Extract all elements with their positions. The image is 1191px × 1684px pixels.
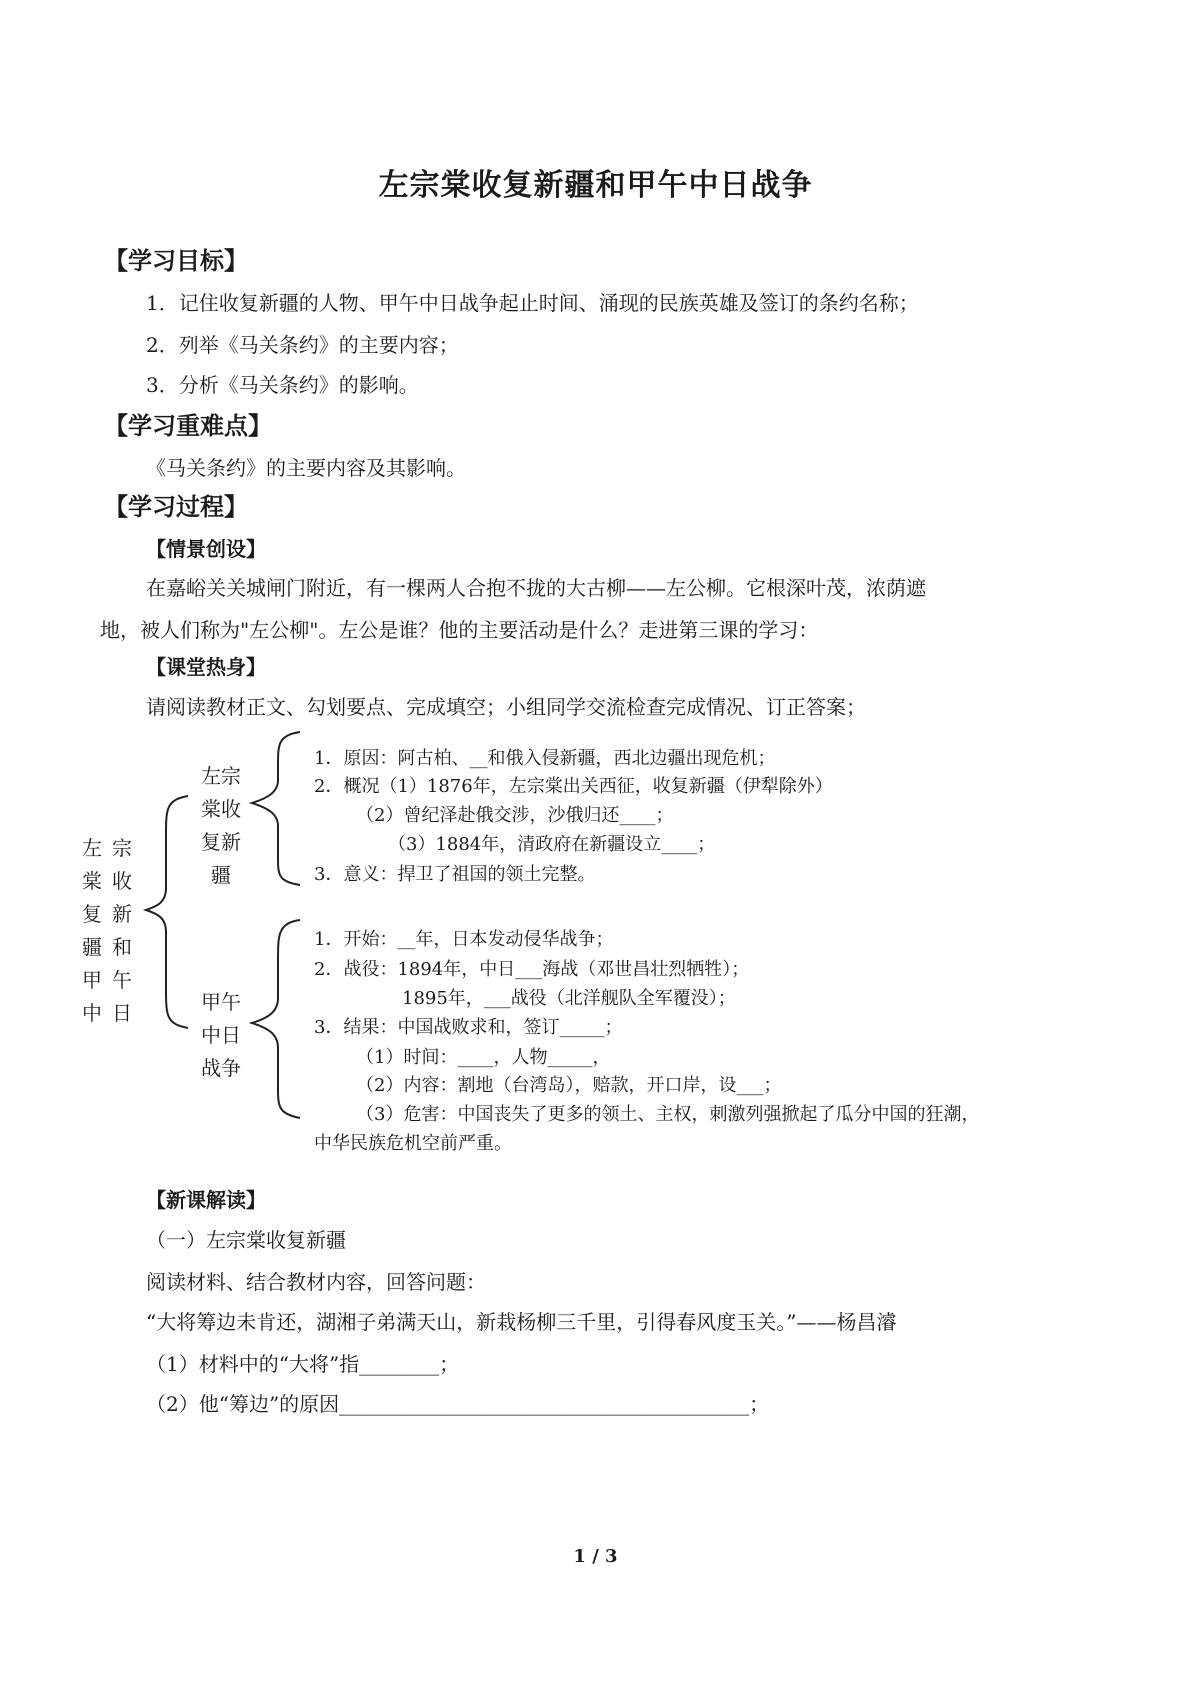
newlesson-section-title: （一）左宗棠收复新疆 <box>146 1228 346 1252</box>
branch1-item: 1．原因：阿古柏、__和俄入侵新疆，西北边疆出现危机； <box>314 748 776 769</box>
branch2-item: 中华民族危机空前严重。 <box>314 1133 512 1154</box>
keypoints-text: 《马关条约》的主要内容及其影响。 <box>146 456 466 480</box>
objective-item: 2．列举《马关条约》的主要内容； <box>146 333 459 357</box>
branch2-brace <box>252 920 300 1118</box>
newlesson-quote: “大将筹边未肯还，湖湘子弟满天山，新栽杨柳三千里，引得春风度玉关。”——杨昌濬 <box>146 1310 897 1334</box>
branch2-item: 2．战役：1894年，中日___海战（邓世昌壮烈牺牲）； <box>314 959 750 980</box>
warmup-heading: 【课堂热身】 <box>146 655 266 679</box>
branch1-label: 左宗棠收复新疆 <box>201 764 241 887</box>
root-label-col1: 左棠复疆甲中 <box>82 836 102 1025</box>
branch2-label: 甲午中日战争 <box>201 990 241 1080</box>
scene-text-line1: 在嘉峪关关城闸门附近，有一棵两人合抱不拢的大古柳——左公柳。它根深叶茂，浓荫遮 <box>146 576 926 600</box>
question-2: （2）他“筹边”的原因_________________________________________； <box>146 1392 770 1416</box>
branch1-item: 2．概况（1）1876年，左宗棠出关西征，收复新疆（伊犁除外） <box>314 776 833 797</box>
branch1-item: （3）1884年，清政府在新疆设立____； <box>388 834 716 855</box>
branch2-item: 3．结果：中国战败求和，签订_____； <box>314 1017 623 1038</box>
branch2-item: 1．开始：__年，日本发动侵华战争； <box>314 929 614 950</box>
branch1-item: （2）曾纪泽赴俄交涉，沙俄归还____； <box>356 805 674 826</box>
objectives-heading: 【学习目标】 <box>104 247 248 275</box>
question-1: （1）材料中的“大将”指________； <box>146 1352 460 1376</box>
root-label-col2: 宗收新和午日 <box>112 836 132 1025</box>
keypoints-heading: 【学习重难点】 <box>104 412 272 440</box>
newlesson-heading: 【新课解读】 <box>146 1188 266 1212</box>
page-title: 左宗棠收复新疆和甲午中日战争 <box>378 168 813 203</box>
newlesson-instruction: 阅读材料、结合教材内容，回答问题： <box>146 1270 486 1294</box>
page-number: 1 / 3 <box>573 1546 618 1567</box>
process-heading: 【学习过程】 <box>104 493 248 521</box>
branch2-item: 1895年，___战役（北洋舰队全军覆没）； <box>402 988 736 1009</box>
root-brace <box>146 796 188 1028</box>
branch2-item: （2）内容：割地（台湾岛），赔款，开口岸，设___； <box>356 1075 782 1096</box>
objective-item: 3．分析《马关条约》的影响。 <box>146 373 419 397</box>
branch1-item: 3．意义：捍卫了祖国的领土完整。 <box>314 864 596 885</box>
objective-item: 1．记住收复新疆的人物、甲午中日战争起止时间、涌现的民族英雄及签订的条约名称； <box>146 291 919 315</box>
scene-text-line2: 地，被人们称为"左公柳"。左公是谁？他的主要活动是什么？走进第三课的学习： <box>100 618 819 642</box>
branch2-item: （3）危害：中国丧失了更多的领土、主权，刺激列强掀起了瓜分中国的狂潮， <box>356 1104 980 1125</box>
scene-heading: 【情景创设】 <box>146 537 266 561</box>
branch1-brace <box>252 732 300 885</box>
branch2-item: （1）时间：____，人物_____， <box>356 1047 611 1068</box>
warmup-text: 请阅读教材正文、勾划要点、完成填空；小组同学交流检查完成情况、订正答案； <box>146 695 866 719</box>
